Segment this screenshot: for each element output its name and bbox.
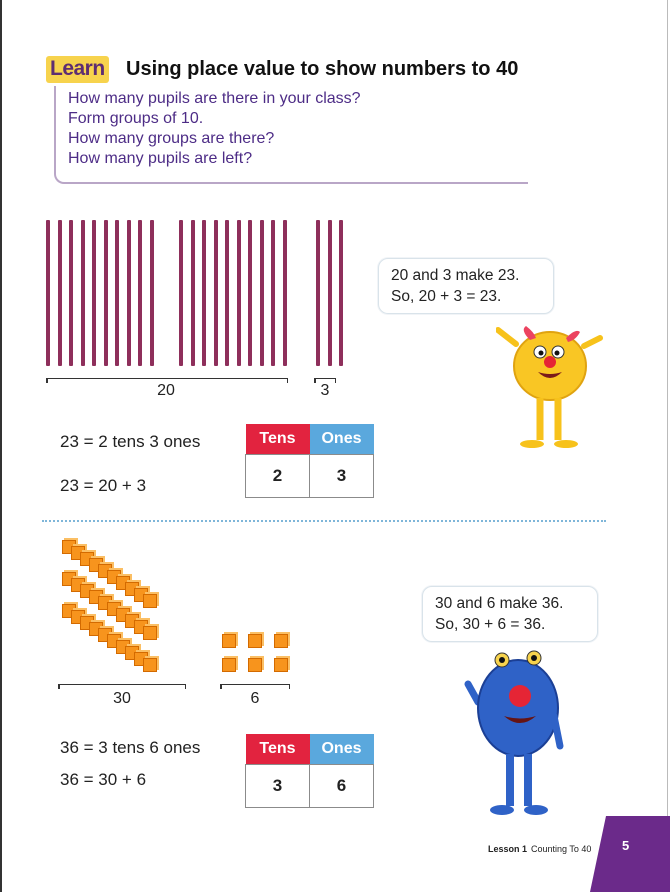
equation-sum-1: 23 = 20 + 3: [60, 476, 147, 495]
section-title: Using place value to show numbers to 40: [126, 58, 519, 80]
bubble-line: 20 and 3 make 23.: [391, 267, 520, 284]
ones-header: Ones: [310, 424, 374, 455]
bubble-line: So, 20 + 3 = 23.: [391, 288, 502, 305]
place-value-table-2: [245, 734, 374, 808]
brace-label-tens-1: 20: [157, 382, 175, 399]
tens-rod-cube: [143, 626, 157, 640]
straw: [248, 220, 252, 366]
tens-value: 2: [246, 455, 310, 498]
straw: [260, 220, 264, 366]
page-number: 5: [622, 838, 630, 853]
unit-cube: [248, 658, 262, 672]
blue-monster-illustration: [460, 646, 570, 822]
straw: [104, 220, 108, 366]
bubble-line: So, 30 + 6 = 36.: [435, 616, 546, 633]
place-value-table-1: [245, 424, 374, 498]
bubble-line: 30 and 6 make 36.: [435, 595, 564, 612]
page-corner-tab: [590, 816, 670, 892]
unit-cube: [222, 634, 236, 648]
straw: [46, 220, 50, 366]
unit-cube: [274, 658, 288, 672]
speech-bubble-2: [422, 586, 598, 642]
tens-header: Tens: [246, 734, 310, 765]
question-line: Form groups of 10.: [68, 110, 204, 127]
straw: [81, 220, 85, 366]
ones-value: 6: [310, 765, 374, 808]
straw: [92, 220, 96, 366]
unit-cube: [222, 658, 236, 672]
straw: [138, 220, 142, 366]
straw-single: [339, 220, 343, 366]
equation-tens-ones-2: 36 = 3 tens 6 ones: [60, 738, 201, 757]
straw: [283, 220, 287, 366]
question-line: How many groups are there?: [68, 130, 275, 147]
straw: [237, 220, 241, 366]
yellow-monster-illustration: [496, 322, 616, 456]
straw: [225, 220, 229, 366]
tens-rod-cube: [143, 658, 157, 672]
straw: [214, 220, 218, 366]
straw: [58, 220, 62, 366]
brace-label-tens-2: 30: [113, 690, 131, 707]
learn-badge: Learn: [46, 56, 109, 83]
tens-header: Tens: [246, 424, 310, 455]
question-line: How many pupils are there in your class?: [68, 90, 361, 107]
brace-label-ones-1: 3: [320, 382, 330, 399]
straw: [191, 220, 195, 366]
lesson-label: Lesson 1: [488, 844, 528, 854]
straw: [179, 220, 183, 366]
ones-value: 3: [310, 455, 374, 498]
section-divider: [42, 520, 606, 522]
straw: [127, 220, 131, 366]
equation-sum-2: 36 = 30 + 6: [60, 770, 147, 789]
tens-rod-cube: [143, 594, 157, 608]
ones-header: Ones: [310, 734, 374, 765]
speech-bubble-1: [378, 258, 554, 314]
straw: [150, 220, 154, 366]
brace-label-ones-2: 6: [250, 690, 260, 707]
unit-cube: [274, 634, 288, 648]
straw: [202, 220, 206, 366]
straw-bundles: [40, 220, 360, 370]
page-edge-left: [0, 0, 2, 892]
straw-single: [328, 220, 332, 366]
straw: [69, 220, 73, 366]
lesson-topic: Counting To 40: [531, 844, 592, 854]
straw-single: [316, 220, 320, 366]
footer-lesson: [488, 844, 591, 854]
page-edge-right: [667, 0, 668, 892]
straw: [115, 220, 119, 366]
equation-tens-ones-1: 23 = 2 tens 3 ones: [60, 432, 201, 451]
question-line: How many pupils are left?: [68, 150, 253, 167]
tens-value: 3: [246, 765, 310, 808]
straw: [271, 220, 275, 366]
unit-cube: [248, 634, 262, 648]
